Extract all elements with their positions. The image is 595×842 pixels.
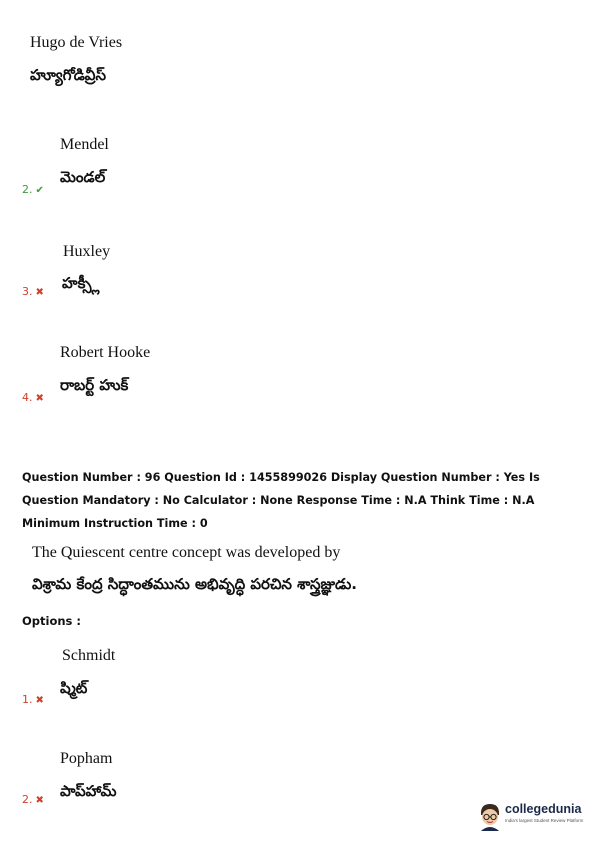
- wrong-cross-icon: ✖: [35, 795, 44, 806]
- prev-option-1-te: హ్యూగోడివ్రీస్: [30, 66, 107, 84]
- prev-option-2-en: Mendel: [60, 136, 109, 153]
- logo-tagline: India's largest Student Review Platform: [505, 818, 584, 823]
- collegedunia-logo: [477, 800, 587, 834]
- question-metadata: Question Number : 96 Question Id : 1455899026 Display Question Number : Yes Is Question Mandatory : No Calculator : None Response Time : N.A Think Time : N.A Minimum Instruction Time : 0: [22, 471, 540, 530]
- question-text-te: విశ్రామ కేంద్ర సిద్ధాంతమును అభివృద్ధి పరచిన శాస్త్రజ్ఞుడు.: [32, 575, 357, 593]
- logo-wordmark: collegedunia: [505, 802, 582, 816]
- option-2-number: 2. ✖: [22, 793, 44, 806]
- wrong-cross-icon: ✖: [35, 393, 44, 404]
- option-1-te: ష్మిట్: [60, 679, 88, 697]
- prev-option-4-number: 4. ✖: [22, 391, 44, 404]
- prev-option-2-te: మెండల్: [60, 168, 106, 186]
- option-2-en: Popham: [60, 750, 113, 767]
- prev-option-3-te: హక్స్లీ: [62, 274, 100, 292]
- option-2-te: పాప్‌హామ్: [60, 782, 117, 800]
- question-text-en: The Quiescent centre concept was developed by: [32, 544, 341, 561]
- prev-option-4-en: Robert Hooke: [60, 344, 151, 361]
- option-1-en: Schmidt: [62, 647, 116, 664]
- prev-option-2-number: 2. ✔: [22, 183, 44, 196]
- correct-check-icon: ✔: [35, 185, 44, 196]
- prev-option-4-te: రాబర్ట్ హుక్: [60, 376, 129, 394]
- prev-option-1-en: Hugo de Vries: [30, 34, 123, 51]
- wrong-cross-icon: ✖: [35, 695, 44, 706]
- prev-option-3-number: 3. ✖: [22, 285, 44, 298]
- student-avatar-icon: [477, 802, 503, 832]
- option-1-number: 1. ✖: [22, 693, 44, 706]
- options-label: Options :: [22, 614, 81, 628]
- prev-option-3-en: Huxley: [63, 243, 111, 260]
- wrong-cross-icon: ✖: [35, 287, 44, 298]
